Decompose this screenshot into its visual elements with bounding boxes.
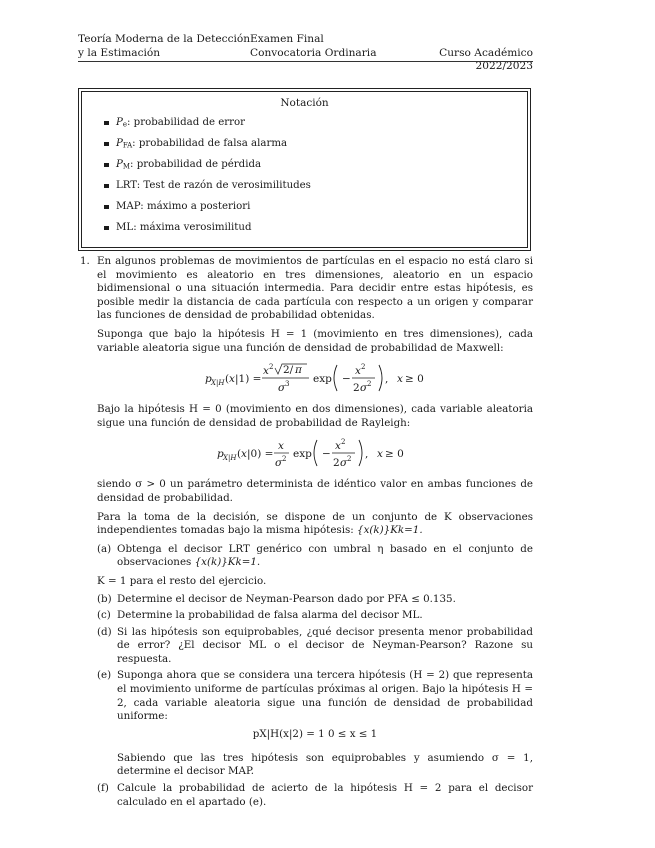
- svg-text:≥ 0: ≥ 0: [405, 373, 424, 386]
- svg-text:,: ,: [365, 448, 369, 461]
- notation-item: ML: máxima verosimilitud: [104, 222, 311, 243]
- svg-text:X|H: X|H: [223, 454, 237, 463]
- svg-text:exp: exp: [313, 373, 332, 386]
- svg-text:2: 2: [353, 382, 360, 395]
- hypothesis-1-text: Suponga que bajo la hipótesis H = 1 (movimiento en tres dimensiones), cada variable aleatoria sigue una función de densidad de probabilidad de Maxwell:: [97, 327, 533, 354]
- part-f: (f) Calcule la probabilidad de acierto de la hipótesis H = 2 para el decisor calculado en el apartado (e).: [97, 782, 533, 808]
- part-item: (b) Determine el decisor de Neyman-Pearson dado por PFA ≤ 0.135.: [97, 592, 456, 605]
- notation-item: $P_{FA}$: probabilidad de falsa alarma: [104, 138, 311, 159]
- svg-text:2: 2: [341, 438, 346, 447]
- svg-text:3: 3: [285, 380, 290, 389]
- svg-text:π: π: [295, 364, 302, 377]
- svg-text:σ: σ: [340, 457, 348, 470]
- svg-text:x: x: [263, 365, 269, 378]
- notation-item: $P_M$: probabilidad de pérdida: [104, 159, 311, 180]
- observation-set: {x(k)}Kk=1.: [357, 524, 423, 537]
- exam-title: Examen Final Convocatoria Ordinaria: [250, 33, 377, 59]
- problem-intro: En algunos problemas de movimientos de partículas en el espacio no está claro si el movimiento es aleatorio en tres dimensiones, aleatorio en un espacio bidimensional o una situación intermedia. Para decidir entre estas hipótesis, es posible medir la distancia de cada partícula con respecto a un origen y comparar las funciones de densidad de probabilidad obtenidas.: [97, 255, 533, 322]
- part-item: (e) Suponga ahora que se considera una tercera hipótesis (H = 2) que representa el movimiento uniforme de partículas próximas al origen. Bajo la hipótesis H = 2, cada variable aleatoria sigue una función de densidad de probabilidad uniforme:: [97, 669, 533, 723]
- svg-text:,: ,: [385, 373, 389, 386]
- notation-title: Notación: [280, 97, 329, 109]
- svg-text:σ: σ: [360, 382, 368, 395]
- problem-number: 1.: [80, 255, 90, 267]
- notation-item: LRT: Test de razón de verosimilitudes: [104, 180, 311, 201]
- svg-text:2: 2: [269, 363, 274, 372]
- part-a: (a) Obtenga el decisor LRT genérico con umbral η basado en el conjunto de observaciones {x(k)}Kk=1.: [97, 542, 533, 569]
- svg-text:p: p: [205, 373, 212, 386]
- parts-b-e: [97, 593, 533, 724]
- svg-text:exp: exp: [293, 448, 312, 461]
- course-title: Teoría Moderna de la Detección y la Estimación: [78, 33, 251, 59]
- svg-text:2: 2: [282, 455, 287, 464]
- svg-text:−: −: [342, 373, 351, 386]
- svg-text:σ: σ: [278, 382, 286, 395]
- svg-text:x: x: [229, 373, 235, 386]
- rayleigh-pdf-equation: [97, 436, 533, 470]
- notation-item: MAP: máximo a posteriori: [104, 201, 311, 222]
- header-rule: [78, 61, 533, 62]
- svg-text:2/: 2/: [283, 364, 294, 377]
- svg-text:−: −: [322, 448, 331, 461]
- part-item: (c) Determine la probabilidad de falsa alarma del decisor ML.: [97, 609, 423, 622]
- svg-text:2: 2: [361, 363, 366, 372]
- notation-item: $P_e$: probabilidad de error: [104, 117, 311, 138]
- part-item: (d) Si las hipótesis son equiprobables, ¿qué decisor presenta menor probabilidad de error? ¿El decisor ML o el decisor de Neyman-Pearson? Razone su respuesta.: [97, 625, 533, 665]
- svg-text:|1) =: |1) =: [235, 373, 262, 386]
- academic-year: Curso Académico 2022/2023: [439, 46, 533, 72]
- svg-text:x: x: [397, 373, 403, 386]
- svg-text:p: p: [217, 448, 224, 461]
- svg-text:2: 2: [347, 455, 352, 464]
- parts-list: [97, 543, 533, 570]
- maxwell-pdf-equation: [97, 361, 533, 395]
- sigma-text: siendo σ > 0 un parámetro determinista de idéntico valor en ambas funciones de densidad de probabilidad.: [97, 478, 533, 504]
- svg-text:x: x: [355, 365, 361, 378]
- svg-text:x: x: [335, 440, 341, 453]
- uniform-pdf-equation: pX|H(x|2) = 1 0 ≤ x ≤ 1: [252, 727, 378, 740]
- problem-1: [80, 255, 533, 812]
- svg-text:(: (: [225, 373, 230, 386]
- svg-text:x: x: [377, 448, 383, 461]
- k-equals-one-note: K = 1 para el resto del ejercicio.: [97, 574, 267, 587]
- hypothesis-0-text: Bajo la hipótesis H = 0 (movimiento en dos dimensiones), cada variable aleatoria sigue una función de densidad de probabilidad de Rayleigh:: [97, 403, 533, 429]
- svg-text:2: 2: [367, 380, 372, 389]
- svg-text:x: x: [278, 440, 284, 453]
- svg-text:≥ 0: ≥ 0: [385, 448, 404, 461]
- notation-box: [78, 88, 531, 251]
- notation-list: [104, 117, 311, 243]
- svg-text:|0) =: |0) =: [247, 448, 274, 461]
- observations-text: Para la toma de la decisión, se dispone de un conjunto de K observaciones independientes tomadas bajo la misma hipótesis: {x(k)}Kk=1.: [97, 510, 533, 537]
- svg-text:x: x: [241, 448, 247, 461]
- part-e-continuation: Sabiendo que las tres hipótesis son equiprobables y asumiendo σ = 1, determine el decisor MAP.: [117, 751, 533, 778]
- svg-text:σ: σ: [275, 457, 283, 470]
- svg-text:(: (: [237, 448, 242, 461]
- svg-text:2: 2: [333, 457, 340, 470]
- svg-text:X|H: X|H: [211, 379, 225, 388]
